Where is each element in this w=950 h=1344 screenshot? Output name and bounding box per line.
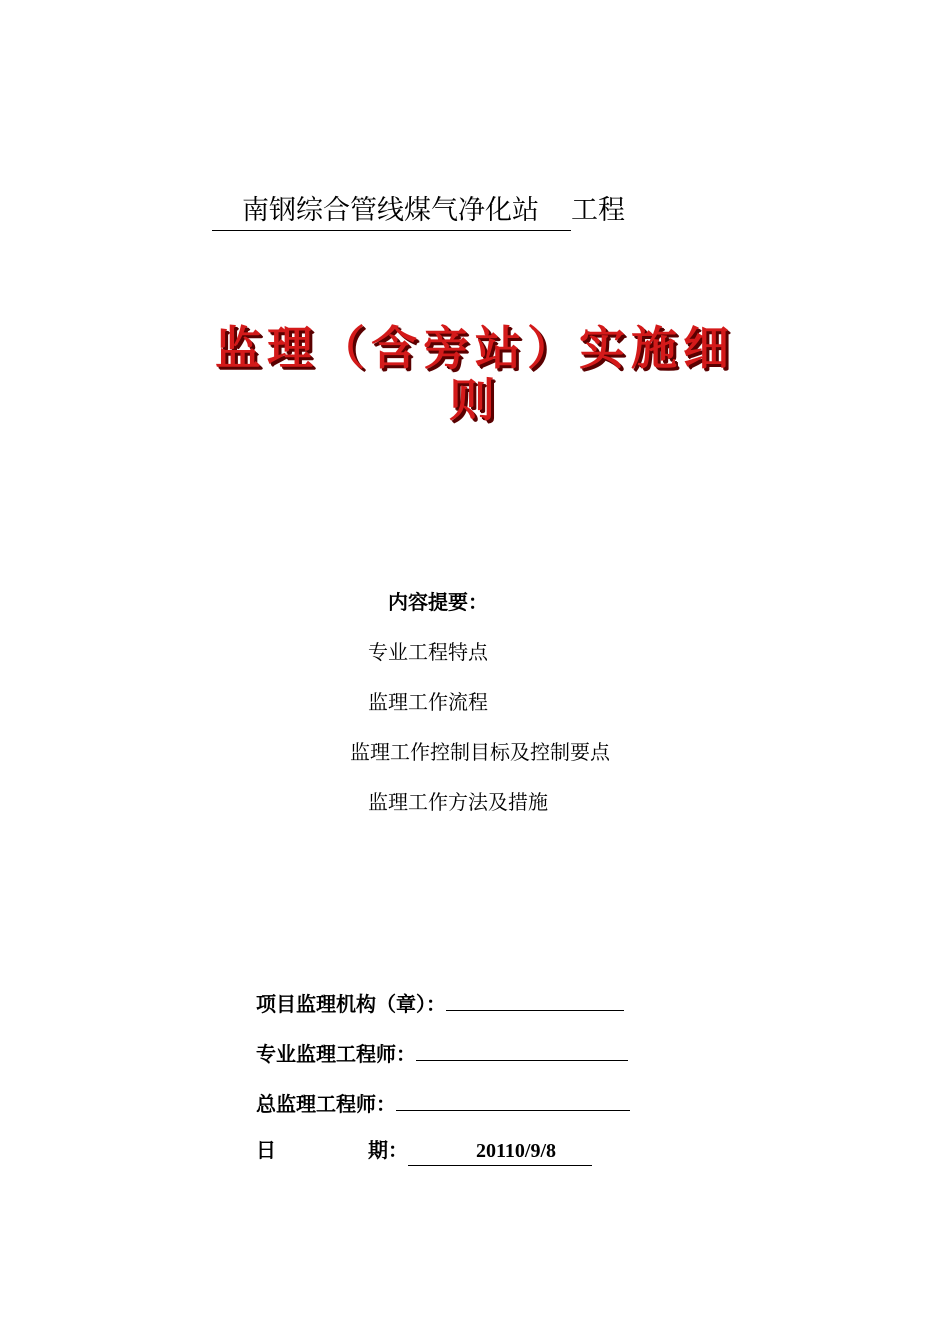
date-row bbox=[256, 1136, 592, 1166]
chief-blank[interactable] bbox=[396, 1088, 630, 1111]
chief-label: 总监理工程师： bbox=[256, 1092, 396, 1116]
document-title-line2: 则 bbox=[449, 373, 501, 427]
project-line bbox=[212, 192, 652, 231]
project-name: 南钢综合管线煤气净化站 bbox=[212, 192, 571, 231]
specialist-row bbox=[256, 1038, 628, 1068]
agency-blank[interactable] bbox=[446, 988, 624, 1011]
document-title bbox=[110, 322, 840, 426]
summary-item: 专业工程特点 bbox=[368, 640, 488, 664]
specialist-label: 专业监理工程师： bbox=[256, 1042, 416, 1066]
date-label-1: 日 bbox=[256, 1138, 276, 1162]
document-title-line1: 监理（含旁站）实施细 bbox=[215, 321, 735, 375]
date-label-2: 期： bbox=[368, 1138, 408, 1162]
summary-item: 监理工作控制目标及控制要点 bbox=[350, 740, 610, 764]
agency-row bbox=[256, 988, 624, 1018]
summary-item: 监理工作方法及措施 bbox=[368, 790, 548, 814]
summary-heading: 内容提要： bbox=[388, 590, 488, 614]
summary-item: 监理工作流程 bbox=[368, 690, 488, 714]
date-value: 20110/9/8 bbox=[408, 1137, 592, 1166]
specialist-blank[interactable] bbox=[416, 1038, 628, 1061]
agency-label: 项目监理机构（章）： bbox=[256, 992, 446, 1016]
project-suffix: 工程 bbox=[571, 195, 625, 226]
chief-row bbox=[256, 1088, 630, 1118]
